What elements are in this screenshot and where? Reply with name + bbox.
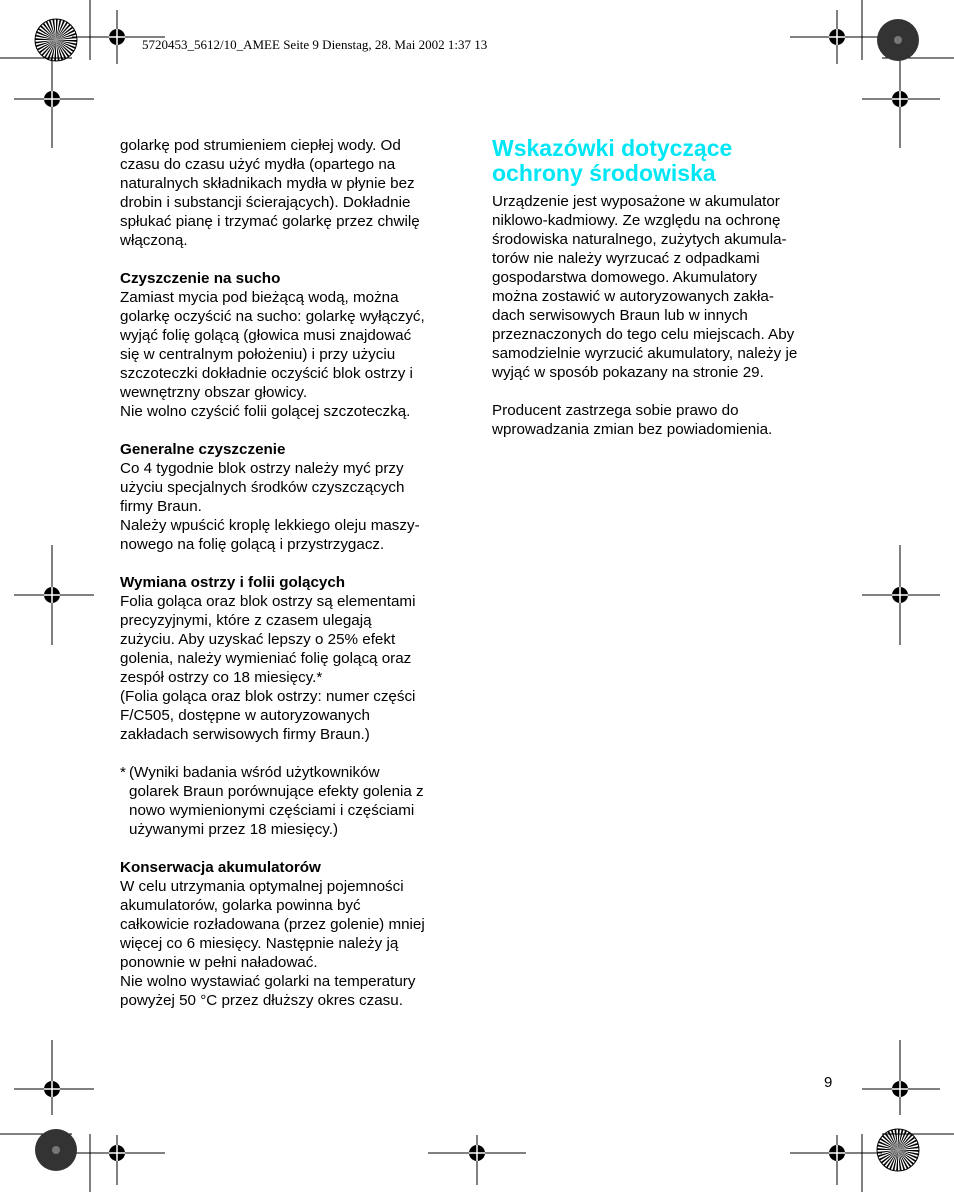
intro-paragraph: golarkę pod strumieniem ciepłej wody. Od czasu do czasu użyć mydła (opartego na naturalnych składnikach mydła w płynie bez drobin i substancji ścierających). Dokładnie spłukać pianę i trzymać golarkę przez chwilę włączoną.	[120, 137, 420, 249]
environment-paragraph: Urządzenie jest wyposażone w akumulator niklowo-kadmiowy. Ze względu na ochronę środowiska naturalnego, zużytych akumula- torów nie należy wyrzucać z odpadkami gospodarstwa domowego. Akumulatory można zostawić w autoryzowanych zakła- dach serwisowych Braun lub w innych przeznaczonych do tego celu miejscach. Aby samodzielnie wyrzucić akumulatory, należy je wyjąć w sposób pokazany na stronie 29.	[492, 193, 798, 381]
footnote-mark: *	[120, 764, 126, 781]
left-column	[120, 136, 465, 1010]
page-number: 9	[824, 1074, 833, 1091]
section-heading-battery: Konserwacja akumulatorów	[120, 859, 321, 876]
general-cleaning-paragraph: Co 4 tygodnie blok ostrzy należy myć przy użyciu specjalnych środków czyszczących firmy Braun. Należy wpuścić kroplę lekkiego oleju maszy- nowego na folię golącą i przystrzygacz.	[120, 460, 420, 553]
section-heading-general-cleaning: Generalne czyszczenie	[120, 441, 286, 458]
section-heading-dry-cleaning: Czyszczenie na sucho	[120, 270, 281, 287]
footnote: * (Wyniki badania wśród użytkowników golarek Braun porównujące efekty golenia z nowo wymienionymi częściami i częściami używanymi przez 18 miesięcy.)	[120, 764, 424, 838]
print-slug: 5720453_5612/10_AMEE Seite 9 Dienstag, 28. Mai 2002 1:37 13	[142, 37, 488, 52]
star-target-bottom-right	[877, 1129, 919, 1171]
right-column	[492, 136, 837, 439]
section-heading-replacement: Wymiana ostrzy i folii golących	[120, 574, 346, 591]
dry-cleaning-paragraph: Zamiast mycia pod bieżącą wodą, można golarkę oczyścić na sucho: golarkę wyłączyć, wyjąć folię golącą (głowica musi znajdować się w centralnym położeniu) i przy użyciu szczoteczki dokładnie oczyścić blok ostrzy i wewnętrzny obszar głowicy. Nie wolno czyścić folii golącej szczoteczką.	[120, 289, 425, 420]
replacement-paragraph: Folia goląca oraz blok ostrzy są elementami precyzyjnymi, które z czasem ulegają zużyciu. Aby uzyskać lepszy o 25% efekt golenia, należy wymieniać folię golącą oraz zespół ostrzy co 18 miesięcy.* (Folia goląca oraz blok ostrzy: numer części F/C505, dostępne w autoryzowanych zakładach serwisowych firmy Braun.)	[120, 593, 416, 743]
notice-paragraph: Producent zastrzega sobie prawo do wprowadzania zmian bez powiadomienia.	[492, 402, 773, 438]
star-target-top-left	[35, 19, 77, 61]
environment-heading: Wskazówki dotyczące ochrony środowiska	[492, 135, 733, 186]
battery-paragraph: W celu utrzymania optymalnej pojemności akumulatorów, golarka powinna być całkowicie rozładowana (przez golenie) mniej więcej co 6 miesięcy. Następnie należy ją ponownie w pełni naładować. Nie wolno wystawiać golarki na temperatury powyżej 50 °C przez dłuższy okres czasu.	[120, 878, 425, 1009]
